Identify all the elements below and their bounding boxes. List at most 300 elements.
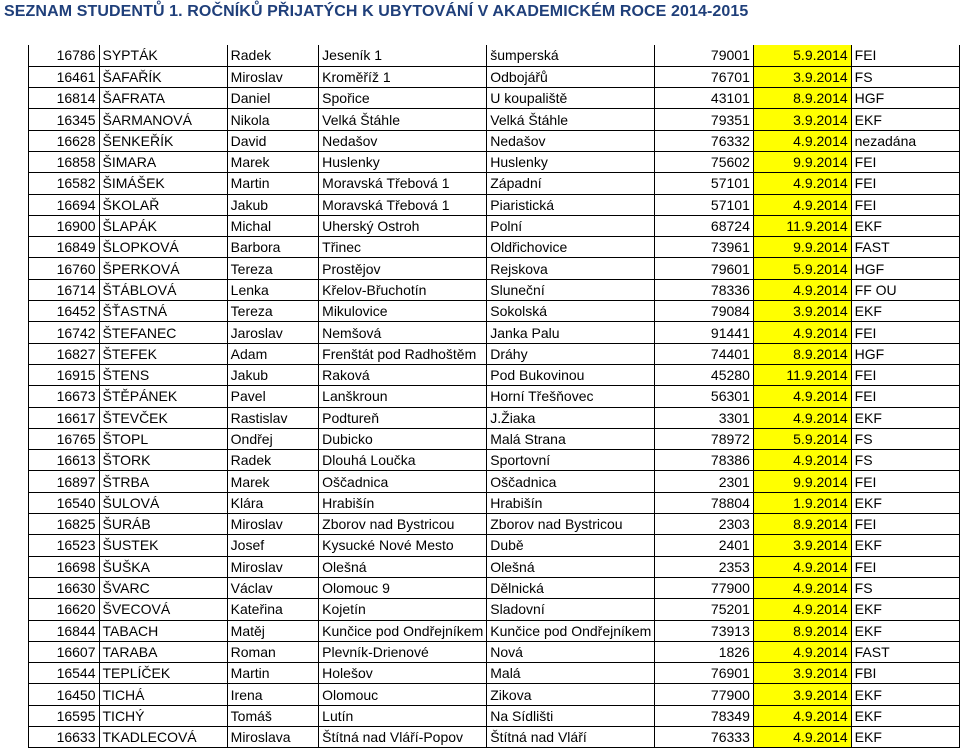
student-id-cell: 16765 bbox=[29, 428, 100, 449]
faculty-cell: FEI bbox=[851, 556, 959, 577]
arrival-date-cell: 9.9.2014 bbox=[753, 151, 851, 172]
arrival-date-cell: 4.9.2014 bbox=[753, 386, 851, 407]
arrival-date-cell: 8.9.2014 bbox=[753, 343, 851, 364]
first-name-cell: Roman bbox=[227, 641, 319, 662]
arrival-date-cell: 3.9.2014 bbox=[753, 301, 851, 322]
zip-cell: 91441 bbox=[655, 322, 754, 343]
arrival-date-cell: 11.9.2014 bbox=[753, 215, 851, 236]
student-id-cell: 16849 bbox=[29, 237, 100, 258]
city-cell: Oščadnica bbox=[319, 471, 487, 492]
faculty-cell: HGF bbox=[851, 343, 959, 364]
city-cell: Olomouc bbox=[319, 684, 487, 705]
city-cell: Kroměříž 1 bbox=[319, 66, 487, 87]
surname-cell: ŠPERKOVÁ bbox=[99, 258, 227, 279]
student-id-cell: 16786 bbox=[29, 45, 100, 66]
arrival-date-cell: 3.9.2014 bbox=[753, 684, 851, 705]
zip-cell: 3301 bbox=[655, 407, 754, 428]
faculty-cell: EKF bbox=[851, 535, 959, 556]
table-row bbox=[29, 151, 960, 172]
students-table-body bbox=[29, 45, 960, 748]
table-row bbox=[29, 407, 960, 428]
table-row bbox=[29, 215, 960, 236]
first-name-cell: Tomáš bbox=[227, 705, 319, 726]
street-cell: Piaristická bbox=[487, 194, 655, 215]
student-id-cell: 16630 bbox=[29, 577, 100, 598]
first-name-cell: Michal bbox=[227, 215, 319, 236]
table-row bbox=[29, 492, 960, 513]
street-cell: Sluneční bbox=[487, 279, 655, 300]
faculty-cell: FS bbox=[851, 428, 959, 449]
table-row bbox=[29, 88, 960, 109]
student-id-cell: 16900 bbox=[29, 215, 100, 236]
surname-cell: TICHÁ bbox=[99, 684, 227, 705]
table-row bbox=[29, 109, 960, 130]
table-row bbox=[29, 599, 960, 620]
street-cell: Janka Palu bbox=[487, 322, 655, 343]
street-cell: Nová bbox=[487, 641, 655, 662]
zip-cell: 75602 bbox=[655, 151, 754, 172]
street-cell: U koupaliště bbox=[487, 88, 655, 109]
street-cell: Pod Bukovinou bbox=[487, 364, 655, 385]
arrival-date-cell: 4.9.2014 bbox=[753, 599, 851, 620]
street-cell: Horní Třešňovec bbox=[487, 386, 655, 407]
zip-cell: 79601 bbox=[655, 258, 754, 279]
city-cell: Zborov nad Bystricou bbox=[319, 514, 487, 535]
zip-cell: 75201 bbox=[655, 599, 754, 620]
city-cell: Štítná nad Vláří-Popov bbox=[319, 727, 487, 748]
zip-cell: 76701 bbox=[655, 66, 754, 87]
surname-cell: ŠIMARA bbox=[99, 151, 227, 172]
zip-cell: 2353 bbox=[655, 556, 754, 577]
city-cell: Nemšová bbox=[319, 322, 487, 343]
arrival-date-cell: 5.9.2014 bbox=[753, 258, 851, 279]
table-row bbox=[29, 194, 960, 215]
student-id-cell: 16613 bbox=[29, 450, 100, 471]
surname-cell: TARABA bbox=[99, 641, 227, 662]
zip-cell: 78386 bbox=[655, 450, 754, 471]
student-id-cell: 16814 bbox=[29, 88, 100, 109]
surname-cell: ŠTEFEK bbox=[99, 343, 227, 364]
zip-cell: 45280 bbox=[655, 364, 754, 385]
table-row bbox=[29, 428, 960, 449]
surname-cell: ŠIMÁŠEK bbox=[99, 173, 227, 194]
table-row bbox=[29, 663, 960, 684]
arrival-date-cell: 3.9.2014 bbox=[753, 535, 851, 556]
zip-cell: 74401 bbox=[655, 343, 754, 364]
first-name-cell: Adam bbox=[227, 343, 319, 364]
student-id-cell: 16633 bbox=[29, 727, 100, 748]
first-name-cell: Miroslav bbox=[227, 556, 319, 577]
zip-cell: 2401 bbox=[655, 535, 754, 556]
surname-cell: ŠENKEŘÍK bbox=[99, 130, 227, 151]
arrival-date-cell: 11.9.2014 bbox=[753, 364, 851, 385]
city-cell: Uherský Ostroh bbox=[319, 215, 487, 236]
student-id-cell: 16742 bbox=[29, 322, 100, 343]
city-cell: Olomouc 9 bbox=[319, 577, 487, 598]
table-row bbox=[29, 237, 960, 258]
street-cell: Na Sídlišti bbox=[487, 705, 655, 726]
city-cell: Lanškroun bbox=[319, 386, 487, 407]
street-cell: šumperská bbox=[487, 45, 655, 66]
student-id-cell: 16620 bbox=[29, 599, 100, 620]
table-row bbox=[29, 705, 960, 726]
surname-cell: TKADLECOVÁ bbox=[99, 727, 227, 748]
zip-cell: 77900 bbox=[655, 684, 754, 705]
street-cell: Odbojářů bbox=[487, 66, 655, 87]
arrival-date-cell: 4.9.2014 bbox=[753, 450, 851, 471]
arrival-date-cell: 3.9.2014 bbox=[753, 66, 851, 87]
student-id-cell: 16617 bbox=[29, 407, 100, 428]
faculty-cell: EKF bbox=[851, 620, 959, 641]
zip-cell: 56301 bbox=[655, 386, 754, 407]
street-cell: Olešná bbox=[487, 556, 655, 577]
zip-cell: 2303 bbox=[655, 514, 754, 535]
first-name-cell: Pavel bbox=[227, 386, 319, 407]
zip-cell: 73913 bbox=[655, 620, 754, 641]
surname-cell: ŠVECOVÁ bbox=[99, 599, 227, 620]
student-id-cell: 16897 bbox=[29, 471, 100, 492]
city-cell: Mikulovice bbox=[319, 301, 487, 322]
city-cell: Dlouhá Loučka bbox=[319, 450, 487, 471]
surname-cell: ŠLAPÁK bbox=[99, 215, 227, 236]
city-cell: Hrabišín bbox=[319, 492, 487, 513]
faculty-cell: FS bbox=[851, 577, 959, 598]
faculty-cell: FEI bbox=[851, 471, 959, 492]
table-row bbox=[29, 45, 960, 66]
first-name-cell: Ondřej bbox=[227, 428, 319, 449]
surname-cell: ŠTEVČEK bbox=[99, 407, 227, 428]
first-name-cell: Kateřina bbox=[227, 599, 319, 620]
faculty-cell: FEI bbox=[851, 386, 959, 407]
student-id-cell: 16844 bbox=[29, 620, 100, 641]
surname-cell: ŠVARC bbox=[99, 577, 227, 598]
surname-cell: ŠTÁBLOVÁ bbox=[99, 279, 227, 300]
city-cell: Huslenky bbox=[319, 151, 487, 172]
student-id-cell: 16544 bbox=[29, 663, 100, 684]
student-id-cell: 16345 bbox=[29, 109, 100, 130]
surname-cell: ŠTRBA bbox=[99, 471, 227, 492]
arrival-date-cell: 4.9.2014 bbox=[753, 556, 851, 577]
first-name-cell: Miroslav bbox=[227, 514, 319, 535]
faculty-cell: EKF bbox=[851, 684, 959, 705]
surname-cell: ŠAFRATA bbox=[99, 88, 227, 109]
table-row bbox=[29, 173, 960, 194]
arrival-date-cell: 4.9.2014 bbox=[753, 194, 851, 215]
street-cell: Hrabišín bbox=[487, 492, 655, 513]
students-table bbox=[28, 45, 960, 748]
zip-cell: 57101 bbox=[655, 194, 754, 215]
table-row bbox=[29, 684, 960, 705]
zip-cell: 78349 bbox=[655, 705, 754, 726]
faculty-cell: FEI bbox=[851, 151, 959, 172]
faculty-cell: FEI bbox=[851, 364, 959, 385]
first-name-cell: David bbox=[227, 130, 319, 151]
surname-cell: ŠTENS bbox=[99, 364, 227, 385]
city-cell: Prostějov bbox=[319, 258, 487, 279]
table-row bbox=[29, 514, 960, 535]
street-cell: Sladovní bbox=[487, 599, 655, 620]
table-row bbox=[29, 577, 960, 598]
student-id-cell: 16452 bbox=[29, 301, 100, 322]
arrival-date-cell: 4.9.2014 bbox=[753, 727, 851, 748]
first-name-cell: Tereza bbox=[227, 258, 319, 279]
faculty-cell: FEI bbox=[851, 45, 959, 66]
table-row bbox=[29, 641, 960, 662]
table-row bbox=[29, 450, 960, 471]
arrival-date-cell: 4.9.2014 bbox=[753, 577, 851, 598]
faculty-cell: FEI bbox=[851, 173, 959, 194]
faculty-cell: EKF bbox=[851, 727, 959, 748]
first-name-cell: Martin bbox=[227, 663, 319, 684]
first-name-cell: Martin bbox=[227, 173, 319, 194]
city-cell: Lutín bbox=[319, 705, 487, 726]
table-row bbox=[29, 66, 960, 87]
table-row bbox=[29, 279, 960, 300]
faculty-cell: FF OU bbox=[851, 279, 959, 300]
first-name-cell: Marek bbox=[227, 471, 319, 492]
arrival-date-cell: 5.9.2014 bbox=[753, 428, 851, 449]
surname-cell: SYPTÁK bbox=[99, 45, 227, 66]
street-cell: Zborov nad Bystricou bbox=[487, 514, 655, 535]
surname-cell: ŠARMANOVÁ bbox=[99, 109, 227, 130]
street-cell: Malá Strana bbox=[487, 428, 655, 449]
zip-cell: 68724 bbox=[655, 215, 754, 236]
street-cell: Západní bbox=[487, 173, 655, 194]
street-cell: Sokolská bbox=[487, 301, 655, 322]
table-row bbox=[29, 301, 960, 322]
surname-cell: ŠURÁB bbox=[99, 514, 227, 535]
city-cell: Raková bbox=[319, 364, 487, 385]
student-id-cell: 16858 bbox=[29, 151, 100, 172]
city-cell: Jeseník 1 bbox=[319, 45, 487, 66]
surname-cell: ŠKOLAŘ bbox=[99, 194, 227, 215]
faculty-cell: EKF bbox=[851, 407, 959, 428]
city-cell: Olešná bbox=[319, 556, 487, 577]
faculty-cell: EKF bbox=[851, 109, 959, 130]
table-row bbox=[29, 471, 960, 492]
student-id-cell: 16523 bbox=[29, 535, 100, 556]
city-cell: Frenštát pod Radhoštěm bbox=[319, 343, 487, 364]
table-row bbox=[29, 727, 960, 748]
arrival-date-cell: 4.9.2014 bbox=[753, 173, 851, 194]
city-cell: Kunčice pod Ondřejníkem bbox=[319, 620, 487, 641]
zip-cell: 78972 bbox=[655, 428, 754, 449]
first-name-cell: Miroslav bbox=[227, 66, 319, 87]
arrival-date-cell: 9.9.2014 bbox=[753, 471, 851, 492]
student-id-cell: 16582 bbox=[29, 173, 100, 194]
student-id-cell: 16607 bbox=[29, 641, 100, 662]
arrival-date-cell: 4.9.2014 bbox=[753, 322, 851, 343]
faculty-cell: EKF bbox=[851, 215, 959, 236]
faculty-cell: FBI bbox=[851, 663, 959, 684]
arrival-date-cell: 5.9.2014 bbox=[753, 45, 851, 66]
city-cell: Plevník-Drienové bbox=[319, 641, 487, 662]
student-id-cell: 16825 bbox=[29, 514, 100, 535]
first-name-cell: Barbora bbox=[227, 237, 319, 258]
arrival-date-cell: 4.9.2014 bbox=[753, 641, 851, 662]
first-name-cell: Jakub bbox=[227, 364, 319, 385]
street-cell: J.Žiaka bbox=[487, 407, 655, 428]
faculty-cell: HGF bbox=[851, 88, 959, 109]
zip-cell: 43101 bbox=[655, 88, 754, 109]
street-cell: Huslenky bbox=[487, 151, 655, 172]
first-name-cell: Daniel bbox=[227, 88, 319, 109]
faculty-cell: HGF bbox=[851, 258, 959, 279]
surname-cell: TICHÝ bbox=[99, 705, 227, 726]
first-name-cell: Václav bbox=[227, 577, 319, 598]
page-title: SEZNAM STUDENTŮ 1. ROČNÍKŮ PŘIJATÝCH K UBYTOVÁNÍ V AKADEMICKÉM ROCE 2014-2015 bbox=[4, 3, 749, 20]
street-cell: Dráhy bbox=[487, 343, 655, 364]
arrival-date-cell: 4.9.2014 bbox=[753, 407, 851, 428]
faculty-cell: FS bbox=[851, 450, 959, 471]
surname-cell: ŠLOPKOVÁ bbox=[99, 237, 227, 258]
table-row bbox=[29, 386, 960, 407]
surname-cell: TABACH bbox=[99, 620, 227, 641]
street-cell: Oščadnica bbox=[487, 471, 655, 492]
table-row bbox=[29, 556, 960, 577]
student-id-cell: 16915 bbox=[29, 364, 100, 385]
student-id-cell: 16628 bbox=[29, 130, 100, 151]
faculty-cell: EKF bbox=[851, 301, 959, 322]
street-cell: Velká Štáhle bbox=[487, 109, 655, 130]
city-cell: Křelov-Břuchotín bbox=[319, 279, 487, 300]
arrival-date-cell: 3.9.2014 bbox=[753, 109, 851, 130]
first-name-cell: Klára bbox=[227, 492, 319, 513]
street-cell: Polní bbox=[487, 215, 655, 236]
student-id-cell: 16698 bbox=[29, 556, 100, 577]
city-cell: Velká Štáhle bbox=[319, 109, 487, 130]
student-id-cell: 16760 bbox=[29, 258, 100, 279]
street-cell: Rejskova bbox=[487, 258, 655, 279]
first-name-cell: Miroslava bbox=[227, 727, 319, 748]
zip-cell: 73961 bbox=[655, 237, 754, 258]
faculty-cell: FS bbox=[851, 66, 959, 87]
student-id-cell: 16673 bbox=[29, 386, 100, 407]
zip-cell: 78804 bbox=[655, 492, 754, 513]
first-name-cell: Radek bbox=[227, 45, 319, 66]
city-cell: Nedašov bbox=[319, 130, 487, 151]
arrival-date-cell: 4.9.2014 bbox=[753, 705, 851, 726]
zip-cell: 76332 bbox=[655, 130, 754, 151]
city-cell: Podtureň bbox=[319, 407, 487, 428]
first-name-cell: Matěj bbox=[227, 620, 319, 641]
first-name-cell: Rastislav bbox=[227, 407, 319, 428]
arrival-date-cell: 8.9.2014 bbox=[753, 620, 851, 641]
student-id-cell: 16540 bbox=[29, 492, 100, 513]
table-row bbox=[29, 322, 960, 343]
zip-cell: 79001 bbox=[655, 45, 754, 66]
table-row bbox=[29, 364, 960, 385]
city-cell: Kojetín bbox=[319, 599, 487, 620]
surname-cell: ŠTEFANEC bbox=[99, 322, 227, 343]
table-row bbox=[29, 535, 960, 556]
student-id-cell: 16450 bbox=[29, 684, 100, 705]
first-name-cell: Tereza bbox=[227, 301, 319, 322]
arrival-date-cell: 8.9.2014 bbox=[753, 88, 851, 109]
zip-cell: 1826 bbox=[655, 641, 754, 662]
first-name-cell: Jakub bbox=[227, 194, 319, 215]
surname-cell: ŠTORK bbox=[99, 450, 227, 471]
street-cell: Oldřichovice bbox=[487, 237, 655, 258]
student-id-cell: 16827 bbox=[29, 343, 100, 364]
student-id-cell: 16595 bbox=[29, 705, 100, 726]
zip-cell: 79351 bbox=[655, 109, 754, 130]
arrival-date-cell: 9.9.2014 bbox=[753, 237, 851, 258]
student-id-cell: 16694 bbox=[29, 194, 100, 215]
faculty-cell: FEI bbox=[851, 194, 959, 215]
zip-cell: 76901 bbox=[655, 663, 754, 684]
first-name-cell: Irena bbox=[227, 684, 319, 705]
city-cell: Moravská Třebová 1 bbox=[319, 173, 487, 194]
city-cell: Třinec bbox=[319, 237, 487, 258]
street-cell: Malá bbox=[487, 663, 655, 684]
zip-cell: 76333 bbox=[655, 727, 754, 748]
arrival-date-cell: 3.9.2014 bbox=[753, 663, 851, 684]
student-id-cell: 16714 bbox=[29, 279, 100, 300]
city-cell: Dubicko bbox=[319, 428, 487, 449]
faculty-cell: FEI bbox=[851, 514, 959, 535]
zip-cell: 79084 bbox=[655, 301, 754, 322]
faculty-cell: FEI bbox=[851, 322, 959, 343]
street-cell: Zikova bbox=[487, 684, 655, 705]
street-cell: Sportovní bbox=[487, 450, 655, 471]
faculty-cell: EKF bbox=[851, 599, 959, 620]
faculty-cell: FAST bbox=[851, 641, 959, 662]
arrival-date-cell: 4.9.2014 bbox=[753, 279, 851, 300]
surname-cell: TEPLÍČEK bbox=[99, 663, 227, 684]
first-name-cell: Lenka bbox=[227, 279, 319, 300]
first-name-cell: Radek bbox=[227, 450, 319, 471]
table-row bbox=[29, 258, 960, 279]
surname-cell: ŠTĚPÁNEK bbox=[99, 386, 227, 407]
first-name-cell: Josef bbox=[227, 535, 319, 556]
zip-cell: 78336 bbox=[655, 279, 754, 300]
street-cell: Dubě bbox=[487, 535, 655, 556]
street-cell: Dělnická bbox=[487, 577, 655, 598]
first-name-cell: Nikola bbox=[227, 109, 319, 130]
surname-cell: ŠŤASTNÁ bbox=[99, 301, 227, 322]
zip-cell: 57101 bbox=[655, 173, 754, 194]
table-row bbox=[29, 620, 960, 641]
first-name-cell: Jaroslav bbox=[227, 322, 319, 343]
surname-cell: ŠULOVÁ bbox=[99, 492, 227, 513]
city-cell: Moravská Třebová 1 bbox=[319, 194, 487, 215]
faculty-cell: nezadána bbox=[851, 130, 959, 151]
surname-cell: ŠUSTEK bbox=[99, 535, 227, 556]
city-cell: Spořice bbox=[319, 88, 487, 109]
faculty-cell: EKF bbox=[851, 492, 959, 513]
surname-cell: ŠTOPL bbox=[99, 428, 227, 449]
student-id-cell: 16461 bbox=[29, 66, 100, 87]
first-name-cell: Marek bbox=[227, 151, 319, 172]
arrival-date-cell: 1.9.2014 bbox=[753, 492, 851, 513]
table-row bbox=[29, 130, 960, 151]
city-cell: Holešov bbox=[319, 663, 487, 684]
table-row bbox=[29, 343, 960, 364]
faculty-cell: EKF bbox=[851, 705, 959, 726]
arrival-date-cell: 4.9.2014 bbox=[753, 130, 851, 151]
street-cell: Štítná nad Vláří bbox=[487, 727, 655, 748]
city-cell: Kysucké Nové Mesto bbox=[319, 535, 487, 556]
street-cell: Nedašov bbox=[487, 130, 655, 151]
street-cell: Kunčice pod Ondřejníkem bbox=[487, 620, 655, 641]
zip-cell: 77900 bbox=[655, 577, 754, 598]
arrival-date-cell: 8.9.2014 bbox=[753, 514, 851, 535]
faculty-cell: FAST bbox=[851, 237, 959, 258]
surname-cell: ŠAFAŘÍK bbox=[99, 66, 227, 87]
zip-cell: 2301 bbox=[655, 471, 754, 492]
surname-cell: ŠUŠKA bbox=[99, 556, 227, 577]
